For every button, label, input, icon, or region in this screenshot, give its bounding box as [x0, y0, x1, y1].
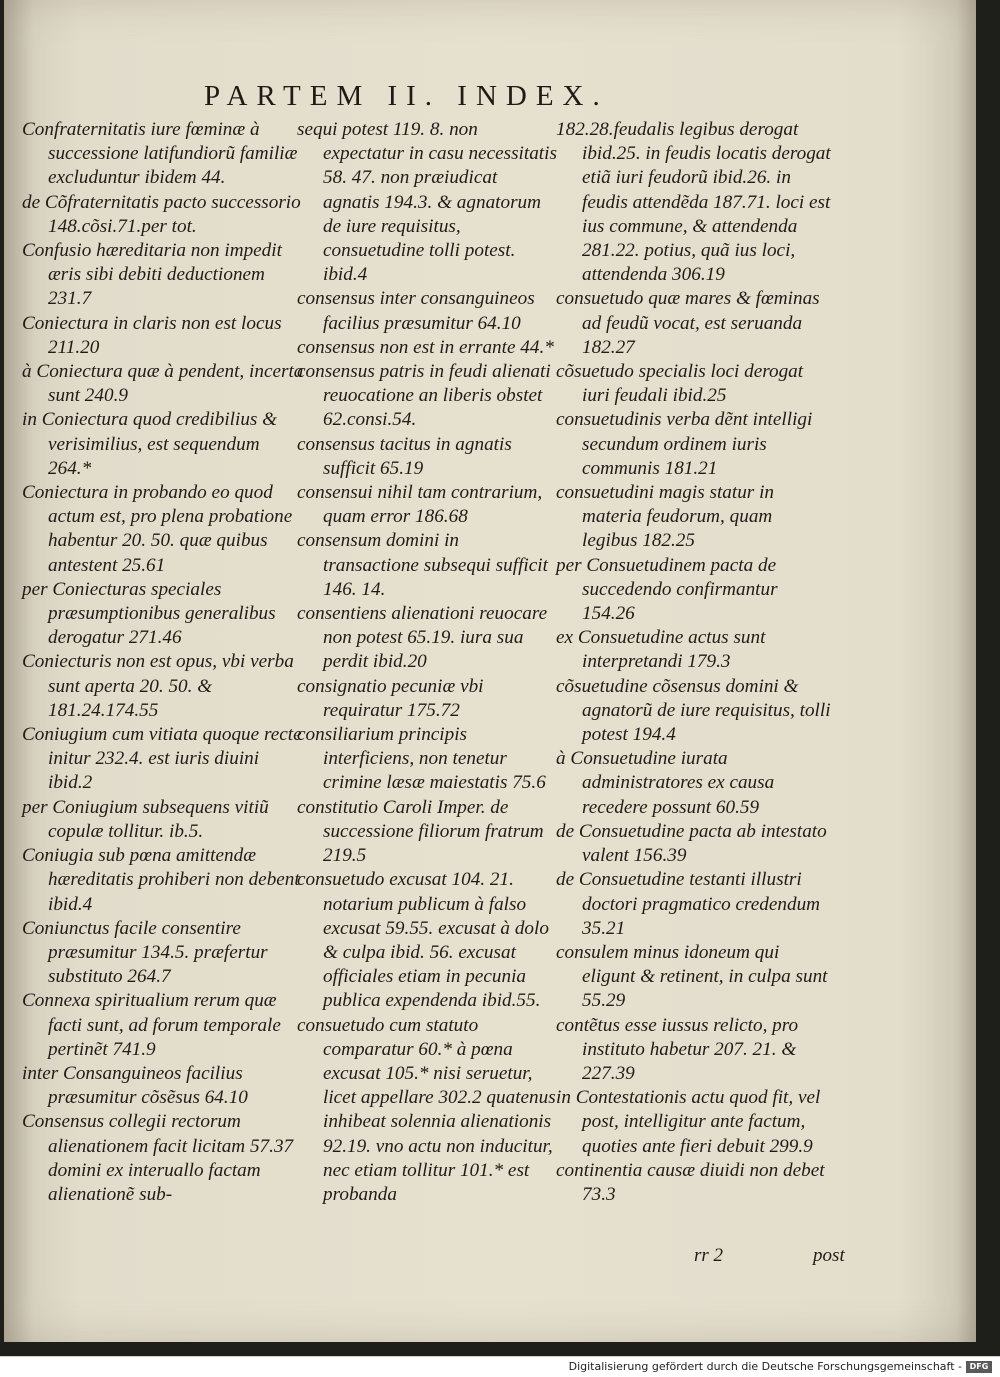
- index-entry: in Coniectura quod credibilius & verisimilius, est sequendum 264.*: [22, 409, 278, 479]
- index-entry: per Coniugium subsequens vitiũ copulæ tollitur. ib.5.: [22, 796, 269, 842]
- index-entry: constitutio Caroli Imper. de successione filiorum fratrum 219.5: [297, 796, 544, 867]
- index-entry: in Contestationis actu quod fit, vel post, intelligitur ante factum, quoties ante fieri debuit 299.9: [556, 1087, 821, 1157]
- index-entry: cõsuetudine cõsensus domini & agnatorũ de iure requisitus, tolli potest 194.4: [556, 675, 831, 746]
- catchword-text: post: [813, 1245, 845, 1266]
- book-page: [4, 0, 976, 1342]
- index-entry: Coniunctus facile consentire præsumitur 134.5. præfertur substituto 264.7: [22, 917, 268, 988]
- index-entry: Coniugium cum vitiata quoque recte initur 232.4. est iuris diuini ibid.2: [22, 724, 302, 794]
- index-entry: contẽtus esse iussus relicto, pro instituto habetur 207. 21. & 227.39: [556, 1014, 799, 1084]
- index-entry: Coniectura in claris non est locus 211.20: [22, 312, 282, 358]
- index-entry: per Coniecturas speciales præsumptionibus generalibus derogatur 271.46: [22, 578, 276, 649]
- index-column-2: [297, 118, 557, 1207]
- index-entry: consuetudini magis statur in materia feudorum, quam legibus 182.25: [556, 482, 774, 552]
- index-column-3: [556, 118, 831, 1207]
- index-entry: inter Consanguineos facilius præsumitur cõsẽsus 64.10: [22, 1062, 248, 1109]
- page-catchword: [694, 1245, 935, 1267]
- index-entry: de Consuetudine pacta ab intestato valent 156.39: [556, 820, 827, 867]
- index-entry: consulem minus idoneum qui eligunt & retinent, in culpa sunt 55.29: [556, 941, 828, 1012]
- index-column-1: [22, 118, 304, 1207]
- funding-notice: Digitalisierung gefördert durch die Deutsche Forschungsgemeinschaft -: [568, 1360, 962, 1373]
- index-entry: per Consuetudinem pacta de succedendo confirmantur 154.26: [556, 554, 778, 625]
- index-entry: Confusio hæreditaria non impedit æris sibi debiti deductionem 231.7: [22, 240, 282, 310]
- index-entry: consensum domini in transactione subsequi sufficit 146. 14.: [297, 530, 548, 600]
- index-entry: 182.28.feudalis legibus derogat ibid.25. in feudis locatis derogat etiã iuri feudorũ ibid.26. in feudis attendẽda 187.71. loci est ius commune, & attendenda 281.22. potius, quã ius loci, attendenda 306.19: [556, 119, 831, 286]
- index-entry: sequi potest 119. 8. non expectatur in casu necessitatis 58. 47. non præiudicat agnatis 194.3. & agnatorum de iure requisitus, consuetudine tolli potest. ibid.4: [297, 119, 557, 286]
- index-entry: à Consuetudine iurata administratores ex causa recedere possunt 60.59: [556, 748, 775, 818]
- dfg-logo-icon: DFG: [966, 1361, 992, 1373]
- running-title: PARTEM II. INDEX.: [204, 80, 609, 112]
- index-entry: consensus patris in feudi alienati reuocatione an liberis obstet 62.consi.54.: [297, 361, 551, 431]
- index-entry: consensus non est in errante 44.*: [297, 336, 554, 358]
- index-entry: continentia causæ diuidi non debet 73.3: [556, 1159, 825, 1205]
- index-entry: consiliarium principis interficiens, non tenetur crimine læsæ maiestatis 75.6: [297, 724, 546, 794]
- index-entry: consentiens alienationi reuocare non potest 65.19. iura sua perdit ibid.20: [297, 603, 548, 673]
- index-entry: Consensus collegii rectorum alienationem facit licitam 57.37 domini ex interuallo factam alienationẽ sub-: [22, 1111, 294, 1205]
- index-entry: consuetudo quæ mares & fœminas ad feudũ vocat, est seruanda 182.27: [556, 288, 820, 358]
- index-entry: consensus inter consanguineos facilius præsumitur 64.10: [297, 288, 535, 334]
- index-entry: Coniectura in probando eo quod actum est, pro plena probatione habentur 20. 50. quæ quibus antestent 25.61: [22, 482, 293, 576]
- index-entry: Confraternitatis iure fœminæ à successione latifundiorũ familiæ excluduntur ibidem 44.: [22, 119, 298, 189]
- index-entry: consuetudo cum statuto comparatur 60.* à pœna excusat 105.* nisi seruetur, licet appellare 302.2 quatenus inhibeat solennia alienationis 92.19. vno actu non inducitur, nec etiam tollitur 101.* est probanda: [297, 1014, 556, 1205]
- index-entry: cõsuetudo specialis loci derogat iuri feudali ibid.25: [556, 361, 804, 407]
- index-entry: consignatio pecuniæ vbi requiratur 175.72: [297, 675, 484, 721]
- funding-footer: [0, 1356, 1000, 1377]
- index-entry: de Cõfraternitatis pacto successorio 148.cõsi.71.per tot.: [22, 191, 301, 237]
- index-entry: Coniecturis non est opus, vbi verba sunt aperta 20. 50. & 181.24.174.55: [22, 651, 294, 721]
- index-entry: consuetudo excusat 104. 21. notarium publicum à falso excusat 59.55. excusat à dolo & culpa ibid. 56. excusat officiales etiam in pecunia publica expendenda ibid.55.: [297, 869, 549, 1012]
- index-entry: Connexa spiritualium rerum quæ facti sunt, ad forum temporale pertinẽt 741.9: [22, 990, 281, 1060]
- index-entry: à Coniectura quæ à pendent, incerta sunt 240.9: [22, 361, 304, 407]
- index-entry: de Consuetudine testanti illustri doctori pragmatico credendum 35.21: [556, 869, 821, 939]
- index-entry: consuetudinis verba dẽnt intelligi secundum ordinem iuris communis 181.21: [556, 409, 813, 479]
- index-entry: consensus tacitus in agnatis sufficit 65.19: [297, 433, 512, 479]
- index-entry: Coniugia sub pœna amittendæ hæreditatis prohiberi non debent ibid.4: [22, 845, 300, 915]
- index-entry: ex Consuetudine actus sunt interpretandi 179.3: [556, 627, 766, 673]
- signature-mark: rr 2: [694, 1245, 724, 1266]
- index-entry: consensui nihil tam contrarium, quam error 186.68: [297, 482, 543, 528]
